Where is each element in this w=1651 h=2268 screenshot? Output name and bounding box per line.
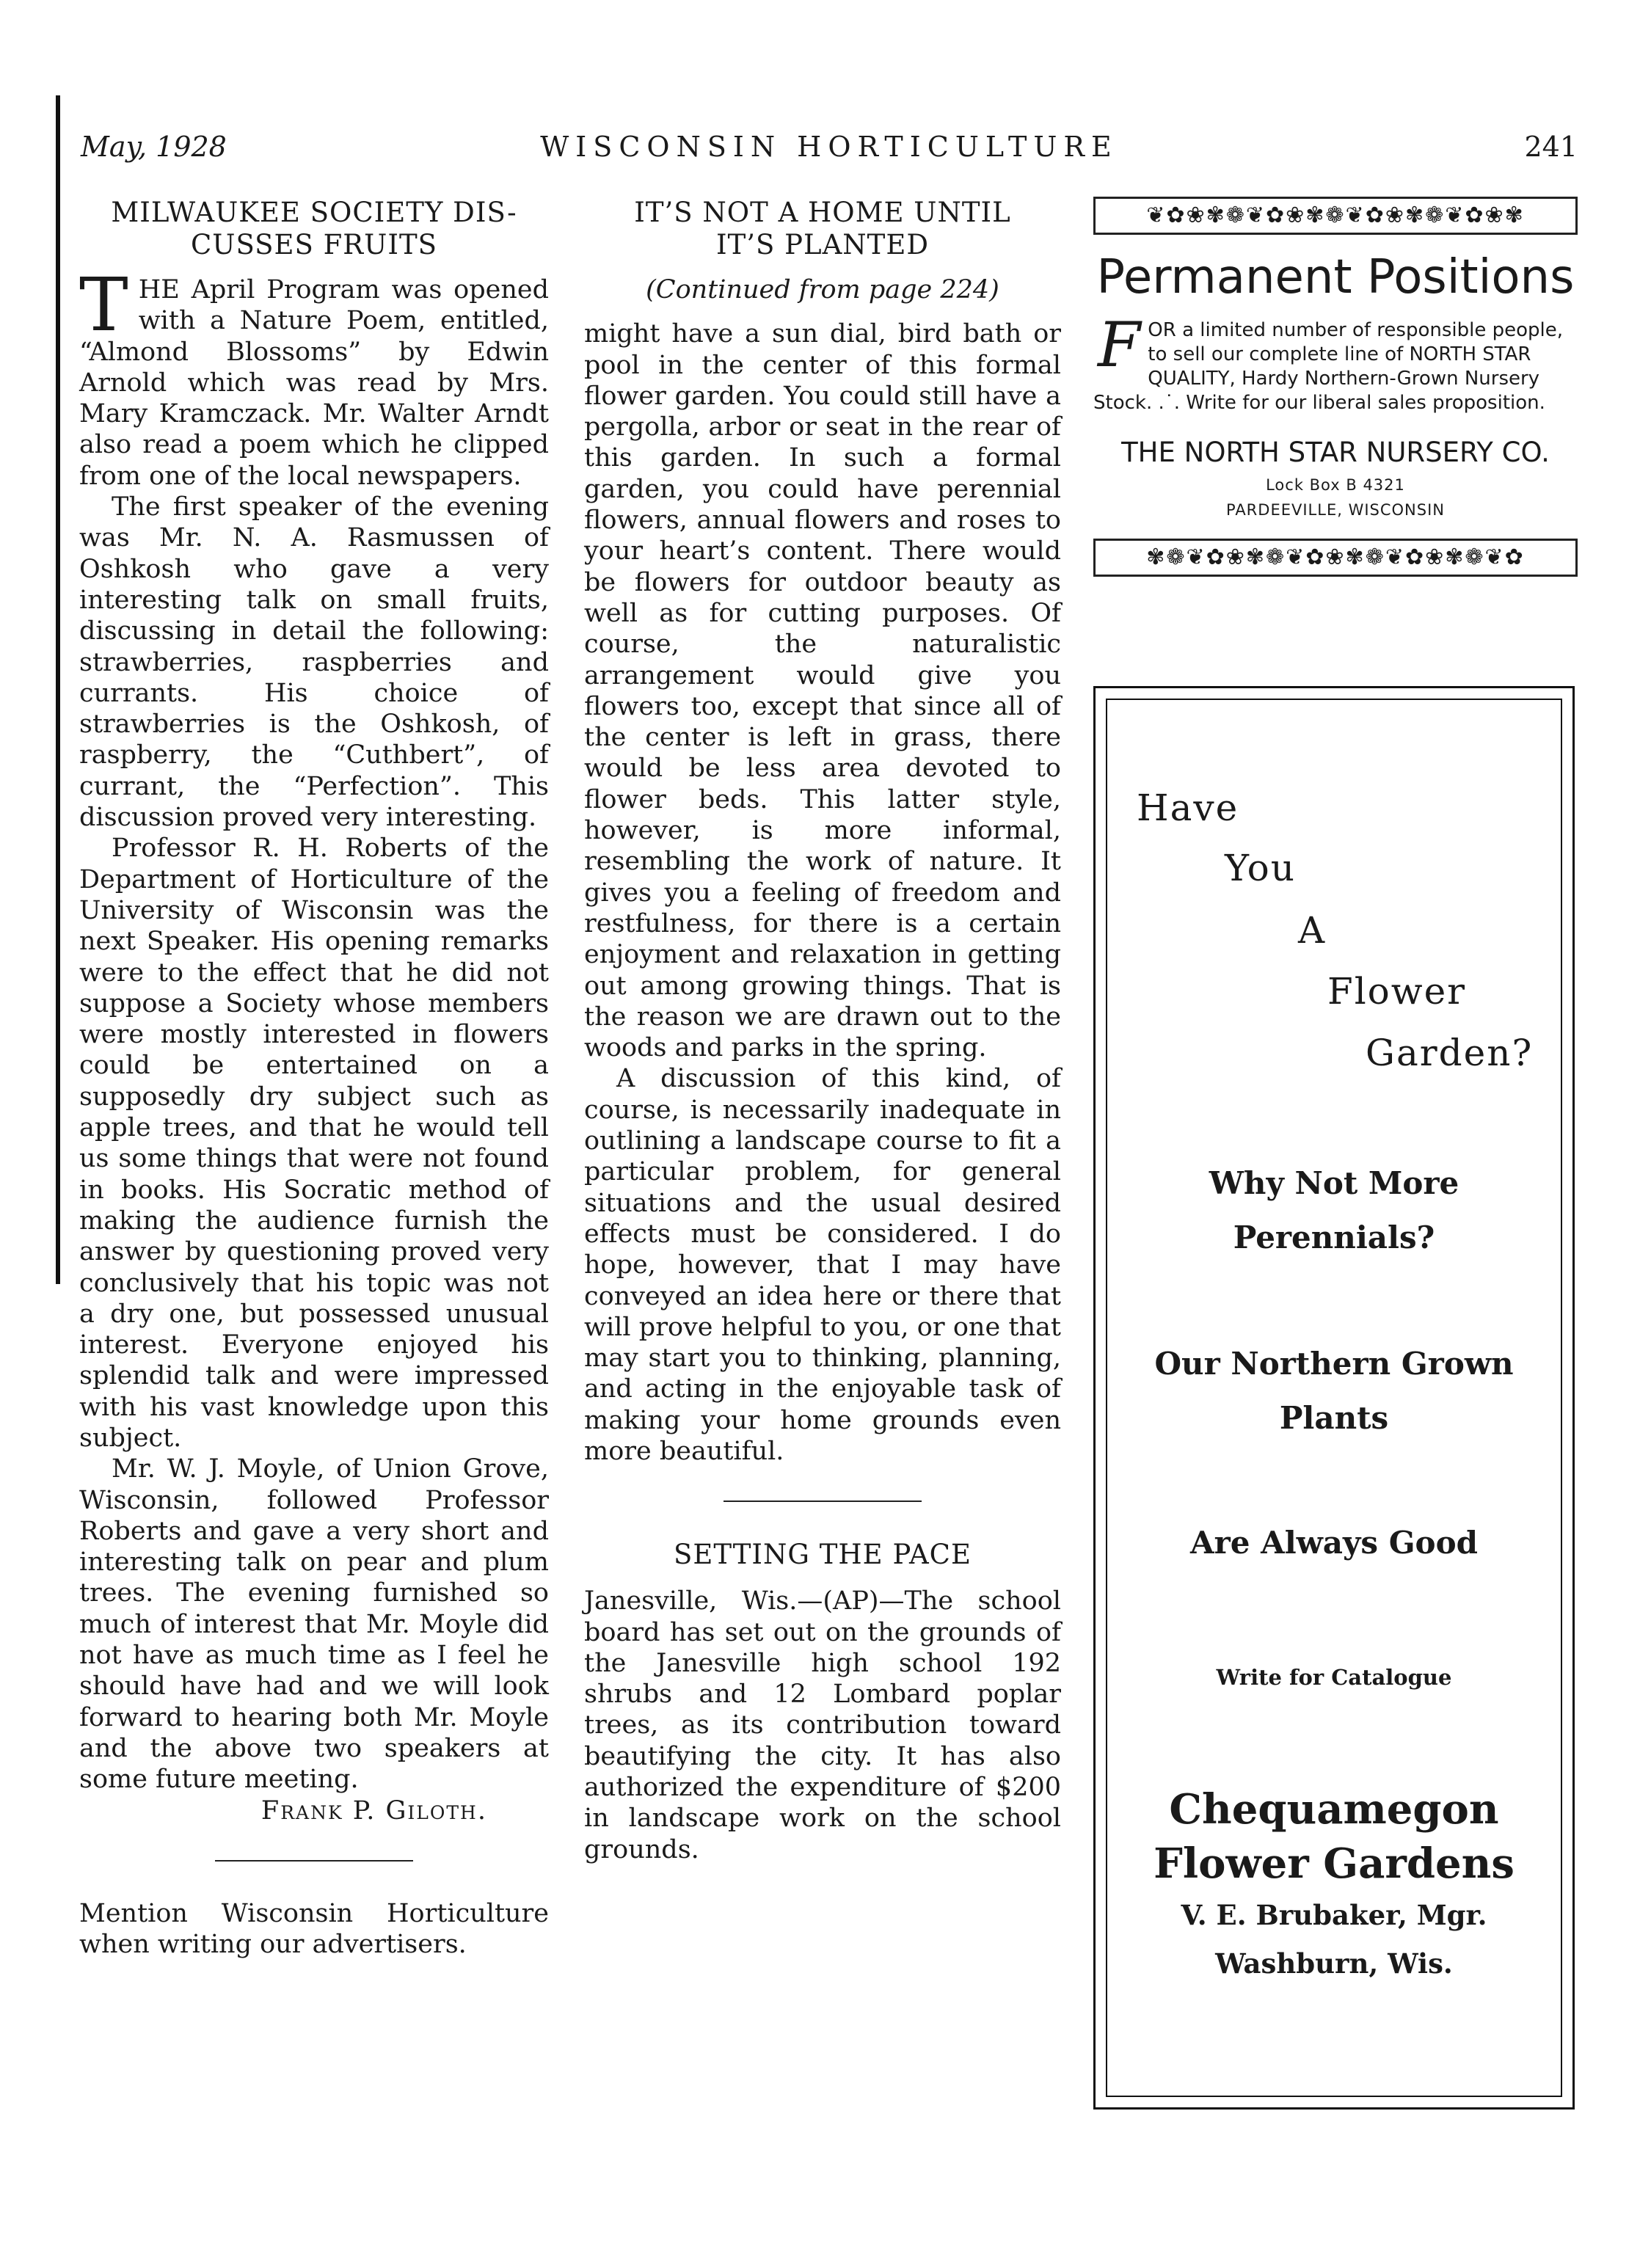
home-paragraph-2: A discussion of this kind, of course, is necessarily inadequate in outlining a landscape course to fit a particular problem, for general situations and the usual desired effects must be considered. I do hope, however, that I may have conveyed an idea here or there that will prove helpful to you, or one that may start you to thinking, planning, and acting in the enjoyable task of making your home grounds even more beautiful. bbox=[584, 1064, 1061, 1466]
section-divider bbox=[724, 1501, 922, 1502]
ad-word-you: You bbox=[1225, 847, 1296, 889]
magazine-title: WISCONSIN HORTICULTURE bbox=[540, 131, 1118, 163]
our-line2: Plants bbox=[1279, 1400, 1389, 1436]
home-title-line2: IT’S PLANTED bbox=[715, 229, 930, 260]
address-line2: PARDEEVILLE, WISCONSIN bbox=[1226, 501, 1445, 519]
pace-article-title: SETTING THE PACE bbox=[674, 1539, 972, 1571]
page-header bbox=[81, 131, 1578, 175]
column-middle bbox=[584, 197, 1061, 1865]
ad-word-have: Have bbox=[1137, 787, 1239, 829]
column-right bbox=[1093, 197, 1578, 577]
home-paragraph-1: might have a sun dial, bird bath or pool in the center of this formal flower garden. You could still have a pergolla, arbor or seat in the rear of this garden. In such a formal garden, you could have perennial flowers, annual flowers and roses to your heart’s content. There would be flowers for outdoor beauty as well as for cutting purposes. Of course, the naturalistic arrangement would give you flowers too, except that since all of the center is left in grass, there would be less area devoted to flower beds. This latter style, however, is more informal, resembling the work of nature. It gives you a feeling of freedom and restfulness, for there is a certain enjoyment and relaxation in getting out among growing things. That is the reason we are drawn out to the woods and parks in the spring. bbox=[584, 319, 1061, 1063]
milwaukee-paragraph-4: Mr. W. J. Moyle, of Union Grove, Wisconsin, followed Professor Roberts and gave a very short and interesting talk on pear and plum trees. The evening furnished so much of interest that Mr. Moyle did not have as much time as I feel he should have had and we will look forward to hearing both Mr. Moyle and the above two speakers at some future meeting. bbox=[79, 1454, 549, 1795]
company-line2: Flower Gardens bbox=[1153, 1839, 1515, 1888]
section-divider bbox=[215, 1860, 413, 1862]
ad-body-text: OR a limited number of responsible people, to sell our complete line of NORTH STAR QUALITY, Hardy Northern-Grown Nursery Stock. .˙. Write for our liberal sales proposition. bbox=[1093, 319, 1564, 414]
ad-company bbox=[1107, 1782, 1561, 1988]
milwaukee-p1-text: HE April Program was opened with a Nature Poem, entitled, “Almond Blossoms” by Edwin Arnold which was read by Mrs. Mary Kramczack. Mr. Walter Arndt also read a poem which he clipped from one of the local newspapers. bbox=[79, 275, 549, 491]
ornament-pattern: ❦✿❀✾❁❦✿❀✾❁❦✿❀✾❁❦✿❀✾ bbox=[1146, 203, 1525, 228]
issue-date: May, 1928 bbox=[81, 131, 227, 163]
margin-rule bbox=[56, 95, 60, 1284]
ad-word-flower: Flower bbox=[1327, 970, 1467, 1013]
ornamental-border-bottom bbox=[1093, 539, 1578, 577]
page-number: 241 bbox=[1524, 131, 1578, 163]
column-left bbox=[79, 197, 549, 1960]
home-article-title bbox=[584, 197, 1061, 261]
ad-write-catalogue: Write for Catalogue bbox=[1216, 1665, 1452, 1690]
north-star-ad-body bbox=[1093, 309, 1578, 415]
milwaukee-title-line1: MILWAUKEE SOCIETY DIS- bbox=[111, 197, 517, 228]
milwaukee-article-title bbox=[79, 197, 549, 261]
ad-title: Permanent Positions bbox=[1096, 250, 1575, 305]
why-line2: Perennials? bbox=[1233, 1219, 1435, 1255]
company-name: THE NORTH STAR NURSERY CO. bbox=[1121, 437, 1550, 468]
ad-inner-border bbox=[1106, 699, 1562, 2097]
ad-drop-cap: F bbox=[1098, 309, 1141, 381]
continued-note: (Continued from page 224) bbox=[646, 275, 999, 305]
ad-why-not-more bbox=[1107, 1156, 1561, 1265]
ad-location: Washburn, Wis. bbox=[1215, 1947, 1453, 1980]
mention-notice: Mention Wisconsin Horticulture when writing our advertisers. bbox=[79, 1898, 549, 1960]
ad-always-good: Are Always Good bbox=[1190, 1525, 1478, 1561]
milwaukee-paragraph-1 bbox=[79, 262, 549, 492]
pace-paragraph-1: Janesville, Wis.—(AP)—The school board has set out on the grounds of the Janesville high school 192 shrubs and 12 Lombard poplar trees, as its contribution toward beautifying the city. It has also authorized the expenditure of $200 in landscape work on the school grounds. bbox=[584, 1586, 1061, 1864]
milwaukee-title-line2: CUSSES FRUITS bbox=[190, 229, 437, 260]
ad-northern-grown bbox=[1107, 1337, 1561, 1445]
drop-cap: T bbox=[79, 262, 128, 348]
flower-garden-ad bbox=[1093, 686, 1575, 2110]
company-line1: Chequamegon bbox=[1169, 1785, 1499, 1834]
milwaukee-paragraph-3: Professor R. H. Roberts of the Department of Horticulture of the University of Wisconsin was the next Speaker. His opening remarks were to the effect that he did not suppose a Society whose members were mostly interested in flowers could be entertained on a supposedly dry subject such as apple trees, and that he would tell us some things that were not found in books. His Socratic method of making the audience furnish the answer by questioning proved very conclusively that his topic was not a dry one, but possessed unusual interest. Everyone enjoyed his splendid talk and were impressed with his vast knowledge upon this subject. bbox=[79, 834, 549, 1453]
our-line1: Our Northern Grown bbox=[1154, 1346, 1514, 1382]
ad-word-a: A bbox=[1298, 909, 1327, 952]
why-line1: Why Not More bbox=[1209, 1165, 1459, 1201]
home-title-line1: IT’S NOT A HOME UNTIL bbox=[634, 197, 1011, 228]
milwaukee-paragraph-2: The first speaker of the evening was Mr. N. A. Rasmussen of Oshkosh who gave a very interesting talk on small fruits, discussing in detail the following: strawberries, raspberries and currants. His choice of strawberries is the Oshkosh, of raspberry, the “Cuthbert”, of currant, the “Perfection”. This discussion proved very interesting. bbox=[79, 492, 549, 833]
signature: Frank P. Giloth. bbox=[260, 1795, 487, 1826]
address-line1: Lock Box B 4321 bbox=[1266, 476, 1405, 495]
ad-word-garden: Garden? bbox=[1366, 1032, 1534, 1074]
company-address bbox=[1093, 473, 1578, 522]
ornamental-border-top bbox=[1093, 197, 1578, 235]
ad-manager: V. E. Brubaker, Mgr. bbox=[1181, 1899, 1487, 1931]
ornament-pattern: ✾❁❦✿❀✾❁❦✿❀✾❁❦✿❀✾❁❦✿ bbox=[1146, 544, 1525, 571]
